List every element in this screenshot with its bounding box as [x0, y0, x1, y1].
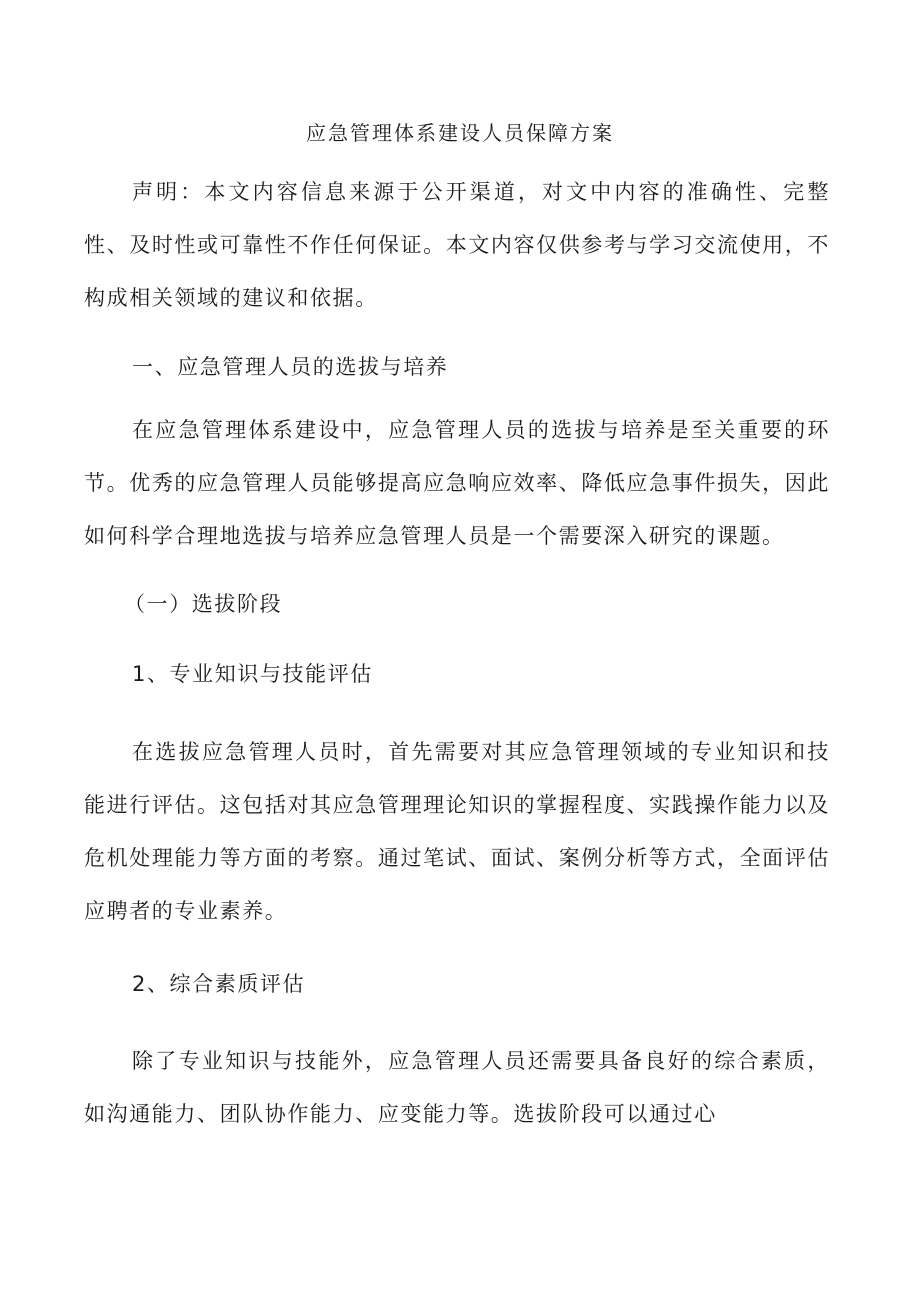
- item-heading-1: 1、专业知识与技能评估: [132, 662, 373, 686]
- item-paragraph-2: 除了专业知识与技能外，应急管理人员还需要具备良好的综合素质，如沟通能力、团队协作能力、应变能力等。选拔阶段可以通过心: [84, 1049, 830, 1126]
- subsection-heading: （一）选拔阶段: [124, 592, 283, 616]
- section-heading: 一、应急管理人员的选拔与培养: [132, 355, 449, 379]
- document-title: 应急管理体系建设人员保障方案: [306, 121, 614, 145]
- item-paragraph-1: 在选拔应急管理人员时，首先需要对其应急管理领域的专业知识和技能进行评估。这包括对其应急管理理论知识的掌握程度、实践操作能力以及危机处理能力等方面的考察。通过笔试、面试、案例分析等方式，全面评估应聘者的专业素养。: [84, 740, 830, 923]
- disclaimer-paragraph: 声明：本文内容信息来源于公开渠道，对文中内容的准确性、完整性、及时性或可靠性不作任何保证。本文内容仅供参考与学习交流使用，不构成相关领域的建议和依据。: [84, 180, 830, 310]
- section-intro-paragraph: 在应急管理体系建设中，应急管理人员的选拔与培养是至关重要的环节。优秀的应急管理人员能够提高应急响应效率、降低应急事件损失，因此如何科学合理地选拔与培养应急管理人员是一个需要深入研究的课题。: [84, 418, 830, 548]
- item-heading-2: 2、综合素质评估: [132, 972, 306, 996]
